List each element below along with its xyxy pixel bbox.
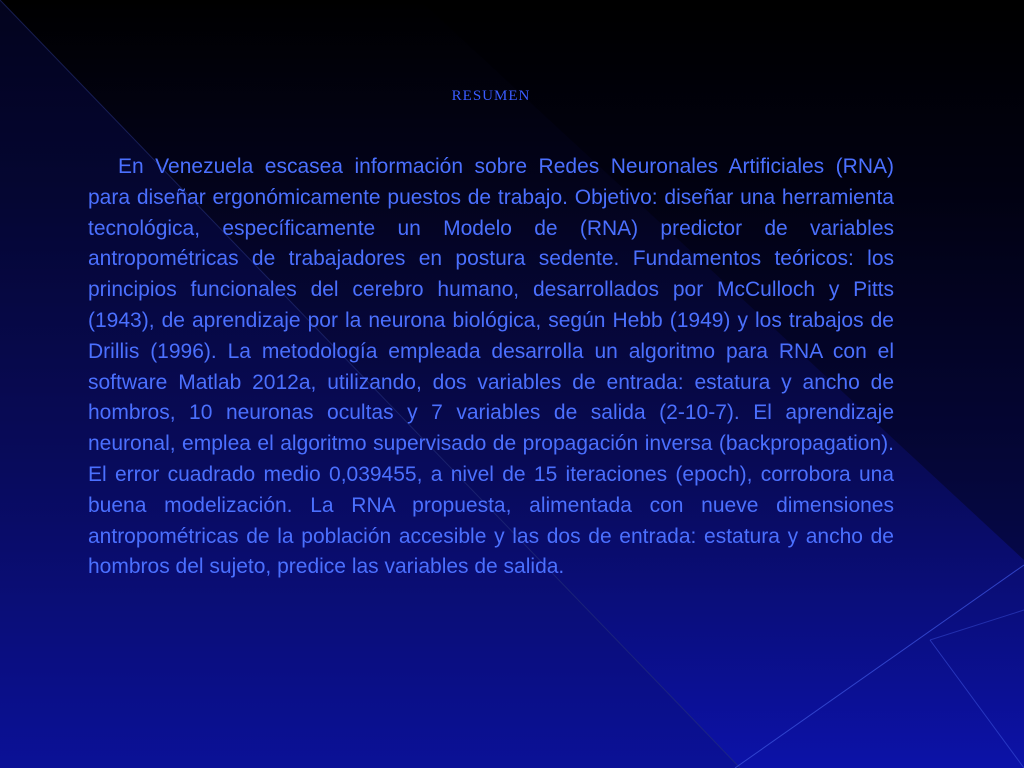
slide-title: resumen [451,80,531,105]
deco-line-3 [930,640,1024,768]
abstract-paragraph: En Venezuela escasea información sobre Redes Neuronales Artificiales (RNA) para diseñar ergonómicamente puestos de trabajo. Objetivo: diseñar una herramienta tecnológica, específicamente un Modelo de (RNA) predictor de variables antropométricas de trabajadores en postura sedente. Fundamentos teóricos: los principios funcionales del cerebro humano, desarrollados por McCulloch y Pitts (1943), de aprendizaje por la neurona biológica, según Hebb (1949) y los trabajos de Drillis (1996). La metodología empleada desarrolla un algoritmo para RNA con el software Matlab 2012a, utilizando, dos variables de entrada: estatura y ancho de hombros, 10 neuronas ocultas y 7 variables de salida (2-10-7). El aprendizaje neuronal, emplea el algoritmo supervisado de propagación inversa (backpropagation). El error cuadrado medio 0,039455, a nivel de 15 iteraciones (epoch), corrobora una buena modelización. La RNA propuesta, alimentada con nueve dimensiones antropométricas de la población accesible y las dos de entrada: estatura y ancho de hombros del sujeto, predice las variables de salida. [88,155,894,579]
deco-line-2 [735,565,1024,768]
deco-line-4 [930,610,1024,640]
